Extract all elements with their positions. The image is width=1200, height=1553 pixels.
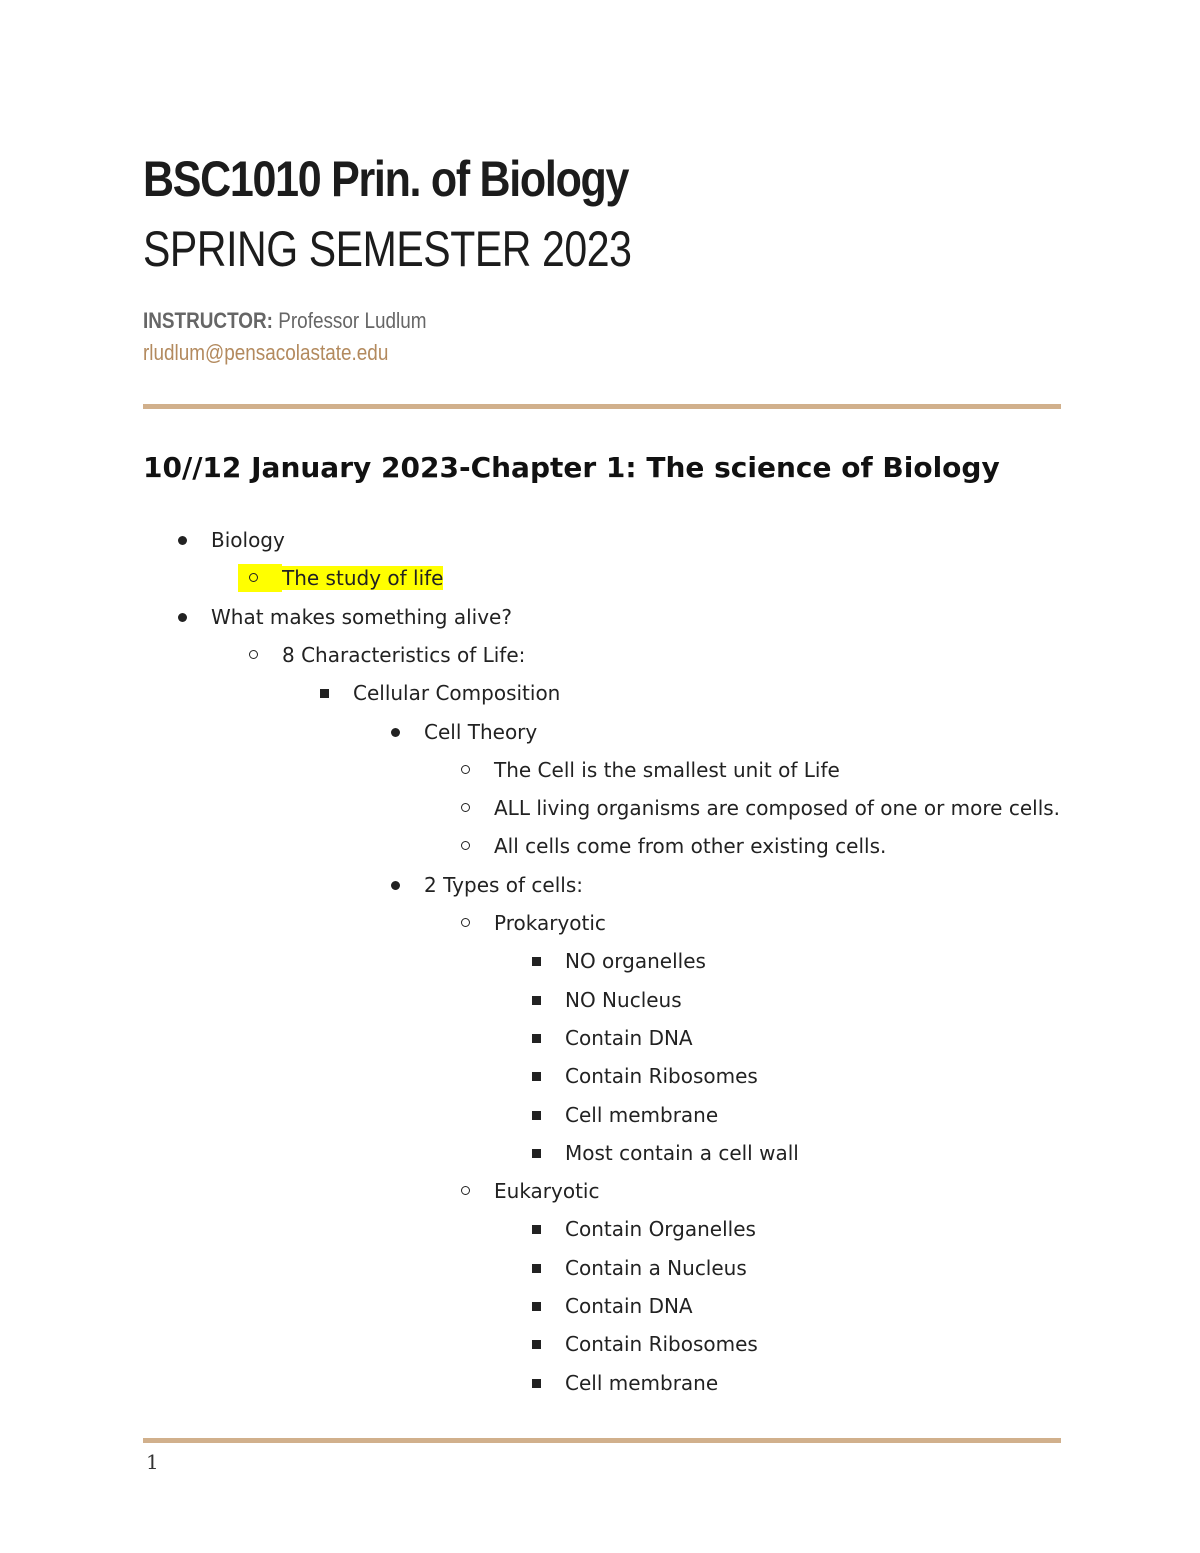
list-item	[565, 1139, 799, 1167]
list-item	[565, 1254, 747, 1282]
list-item-text: Contain DNA	[565, 1026, 693, 1050]
instructor-email: rludlum@pensacolastate.edu	[143, 340, 389, 365]
square-bullet-icon	[532, 1225, 541, 1234]
list-item	[565, 986, 682, 1014]
circle-bullet-icon	[461, 765, 470, 774]
highlight-marker	[238, 564, 282, 592]
list-item	[565, 1292, 693, 1320]
list-item	[494, 1177, 600, 1205]
list-item	[282, 641, 525, 669]
square-bullet-icon	[532, 1072, 541, 1081]
list-item	[211, 526, 285, 554]
list-item-text: Most contain a cell wall	[565, 1141, 799, 1165]
square-bullet-icon	[532, 1379, 541, 1388]
list-item-text: Contain Ribosomes	[565, 1332, 758, 1356]
square-bullet-icon	[532, 1149, 541, 1158]
list-item-text: Contain a Nucleus	[565, 1256, 747, 1280]
list-item-text: Contain Ribosomes	[565, 1064, 758, 1088]
section-heading: 10//12 January 2023-Chapter 1: The science of Biology	[143, 451, 1000, 484]
list-item	[494, 756, 840, 784]
page-number: 1	[146, 1450, 159, 1474]
disc-bullet-icon	[178, 536, 187, 545]
list-item-text: 2 Types of cells:	[424, 873, 584, 897]
list-item	[211, 603, 512, 631]
list-item-text: ALL living organisms are composed of one or more cells.	[494, 796, 1061, 820]
square-bullet-icon	[532, 1034, 541, 1043]
list-item	[424, 718, 537, 746]
list-item-text: What makes something alive?	[211, 605, 512, 629]
instructor-line	[143, 306, 427, 336]
list-item	[565, 1101, 718, 1129]
list-item-text: Cellular Composition	[353, 681, 561, 705]
square-bullet-icon	[532, 996, 541, 1005]
instructor-label: INSTRUCTOR:	[143, 308, 273, 333]
list-item-text: Cell membrane	[565, 1371, 719, 1395]
list-item-text: Contain Organelles	[565, 1217, 756, 1241]
circle-bullet-icon	[249, 573, 258, 582]
list-item	[494, 794, 1060, 822]
list-item-text: Contain DNA	[565, 1294, 693, 1318]
list-item	[565, 1369, 718, 1397]
semester-subtitle: SPRING SEMESTER 2023	[143, 221, 632, 277]
disc-bullet-icon	[391, 728, 400, 737]
disc-bullet-icon	[178, 613, 187, 622]
square-bullet-icon	[532, 957, 541, 966]
list-item-text: Biology	[211, 528, 285, 552]
square-bullet-icon	[320, 689, 329, 698]
circle-bullet-icon	[461, 841, 470, 850]
list-item	[494, 909, 606, 937]
list-item-text: Eukaryotic	[494, 1179, 600, 1203]
list-item-text: 8 Characteristics of Life:	[282, 643, 526, 667]
list-item-text: NO Nucleus	[565, 988, 682, 1012]
document-title: BSC1010 Prin. of Biology	[143, 151, 629, 207]
list-item	[565, 1062, 758, 1090]
circle-bullet-icon	[461, 918, 470, 927]
list-item	[565, 1330, 758, 1358]
list-item	[282, 564, 443, 592]
list-item	[353, 679, 560, 707]
list-item-text: The study of life	[282, 566, 444, 590]
list-item-text: The Cell is the smallest unit of Life	[494, 758, 840, 782]
list-item	[565, 1024, 693, 1052]
list-item	[494, 832, 886, 860]
footer-divider	[143, 1438, 1061, 1443]
list-item-text: Cell membrane	[565, 1103, 719, 1127]
list-item-text: All cells come from other existing cells.	[494, 834, 887, 858]
square-bullet-icon	[532, 1264, 541, 1273]
square-bullet-icon	[532, 1302, 541, 1311]
list-item-text: Prokaryotic	[494, 911, 606, 935]
disc-bullet-icon	[391, 881, 400, 890]
instructor-name: Professor Ludlum	[272, 308, 427, 333]
list-item	[424, 871, 583, 899]
header-divider	[143, 404, 1061, 409]
circle-bullet-icon	[249, 650, 258, 659]
list-item	[565, 1215, 756, 1243]
circle-bullet-icon	[461, 1186, 470, 1195]
list-item-text: Cell Theory	[424, 720, 538, 744]
list-item-text: NO organelles	[565, 949, 706, 973]
circle-bullet-icon	[461, 803, 470, 812]
square-bullet-icon	[532, 1340, 541, 1349]
list-item	[565, 947, 706, 975]
square-bullet-icon	[532, 1111, 541, 1120]
